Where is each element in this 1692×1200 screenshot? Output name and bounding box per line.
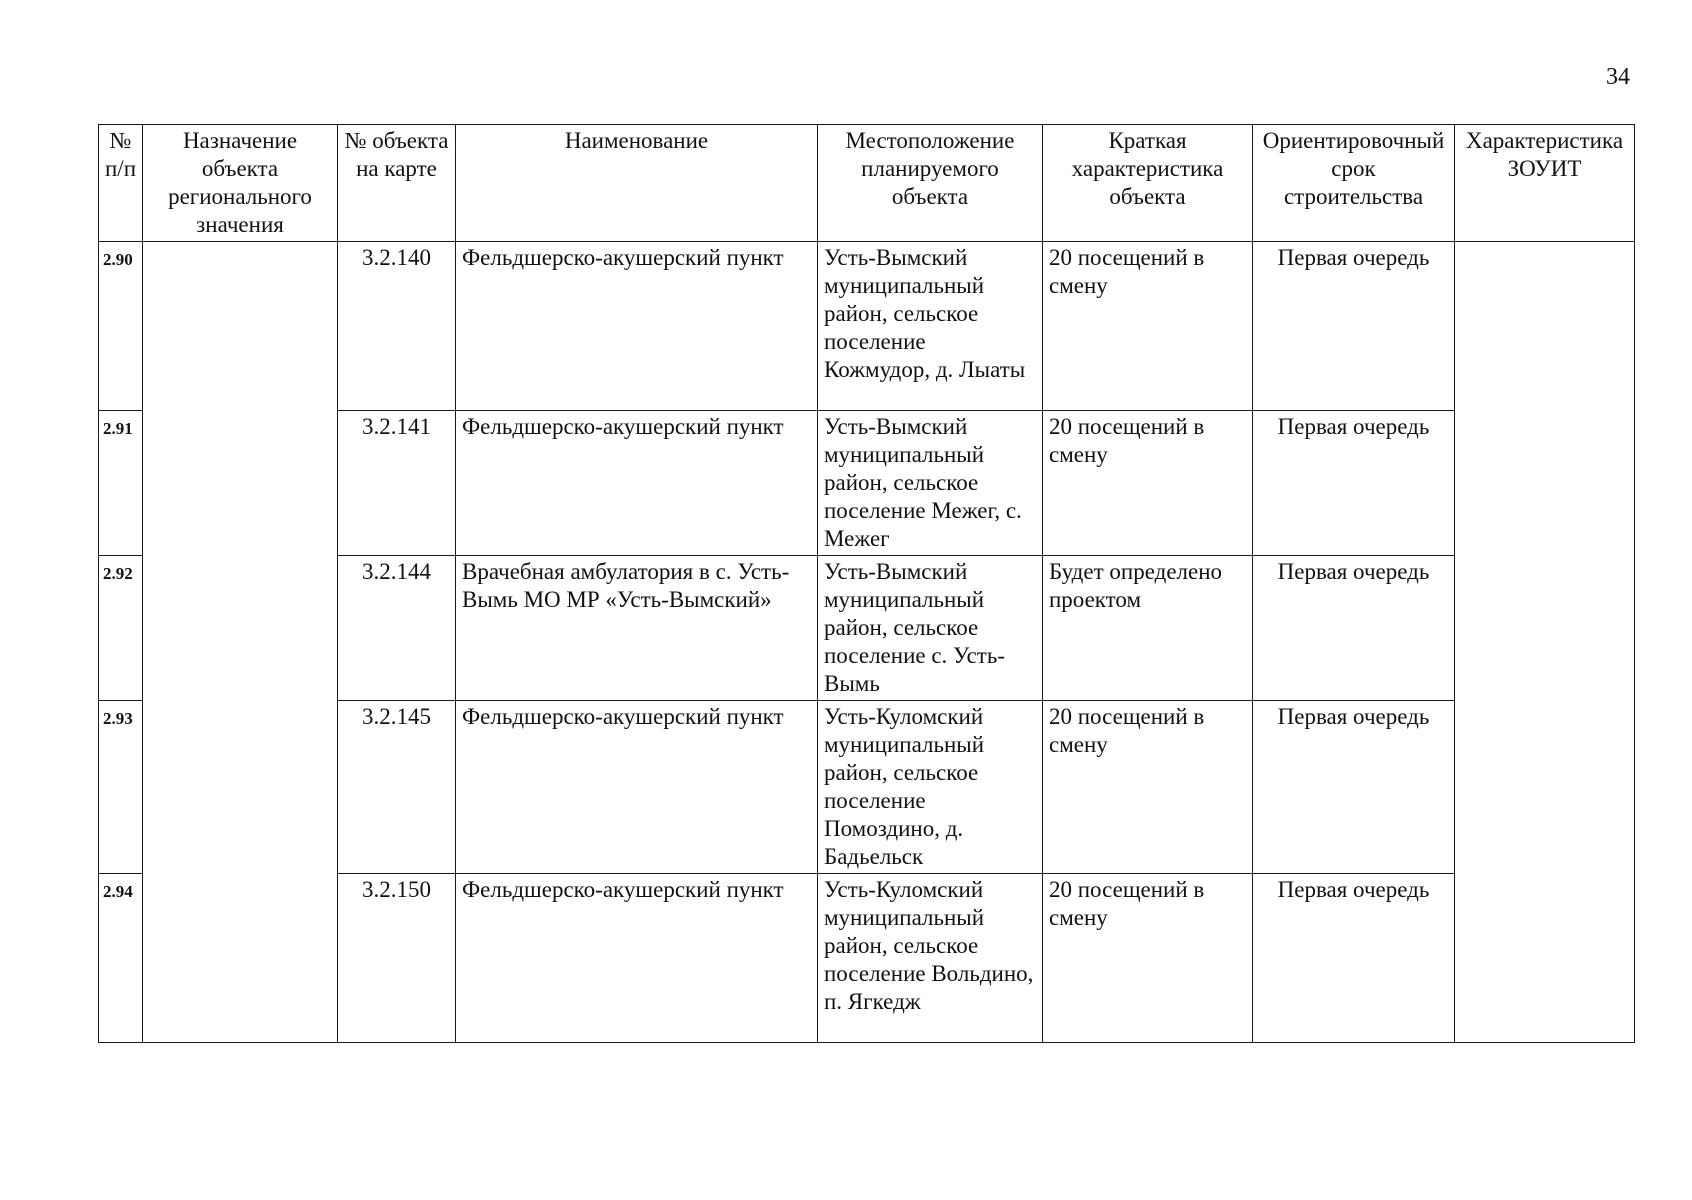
row-location: Усть-Вымский муниципальный район, сельское поселение Кожмудор, д. Лыаты	[818, 242, 1043, 411]
header-term: Ориентировочный срок строительства	[1253, 125, 1455, 242]
row-map-no: 3.2.145	[338, 701, 456, 874]
row-characteristic: 20 посещений в смену	[1043, 701, 1253, 874]
row-term: Первая очередь	[1253, 411, 1455, 556]
row-term: Первая очередь	[1253, 242, 1455, 411]
header-num: № п/п	[99, 125, 143, 242]
header-location: Местоположение планируемого объекта	[818, 125, 1043, 242]
header-zouit: Характеристика ЗОУИТ	[1455, 125, 1635, 242]
zouit-cell	[1455, 242, 1635, 1043]
row-term: Первая очередь	[1253, 874, 1455, 1043]
table-row	[99, 242, 1635, 411]
row-name: Фельдшерско-акушерский пункт	[456, 701, 818, 874]
row-num: 2.90	[99, 242, 143, 411]
row-location: Усть-Куломский муниципальный район, сельское поселение Вольдино, п. Ягкедж	[818, 874, 1043, 1043]
row-num: 2.93	[99, 701, 143, 874]
row-num: 2.91	[99, 411, 143, 556]
row-map-no: 3.2.144	[338, 556, 456, 701]
row-characteristic: 20 посещений в смену	[1043, 411, 1253, 556]
row-map-no: 3.2.141	[338, 411, 456, 556]
purpose-cell	[143, 242, 338, 1043]
row-num: 2.92	[99, 556, 143, 701]
row-location: Усть-Вымский муниципальный район, сельское поселение с. Усть-Вымь	[818, 556, 1043, 701]
row-term: Первая очередь	[1253, 556, 1455, 701]
row-name: Фельдшерско-акушерский пункт	[456, 874, 818, 1043]
row-map-no: 3.2.150	[338, 874, 456, 1043]
row-characteristic: 20 посещений в смену	[1043, 242, 1253, 411]
regional-objects-table	[98, 124, 1635, 1043]
header-map-no: № объекта на карте	[338, 125, 456, 242]
header-purpose: Назначение объекта регионального значения	[143, 125, 338, 242]
row-map-no: 3.2.140	[338, 242, 456, 411]
row-num: 2.94	[99, 874, 143, 1043]
row-term: Первая очередь	[1253, 701, 1455, 874]
page-number: 34	[1606, 64, 1630, 90]
row-location: Усть-Куломский муниципальный район, сельское поселение Помоздино, д. Бадьельск	[818, 701, 1043, 874]
row-name: Врачебная амбулатория в с. Усть-Вымь МО МР «Усть-Вымский»	[456, 556, 818, 701]
header-characteristic: Краткая характеристика объекта	[1043, 125, 1253, 242]
row-characteristic: 20 посещений в смену	[1043, 874, 1253, 1043]
row-characteristic: Будет определено проектом	[1043, 556, 1253, 701]
row-location: Усть-Вымский муниципальный район, сельское поселение Межег, с. Межег	[818, 411, 1043, 556]
table-header-row	[99, 125, 1635, 242]
header-name: Наименование	[456, 125, 818, 242]
row-name: Фельдшерско-акушерский пункт	[456, 242, 818, 411]
row-name: Фельдшерско-акушерский пункт	[456, 411, 818, 556]
